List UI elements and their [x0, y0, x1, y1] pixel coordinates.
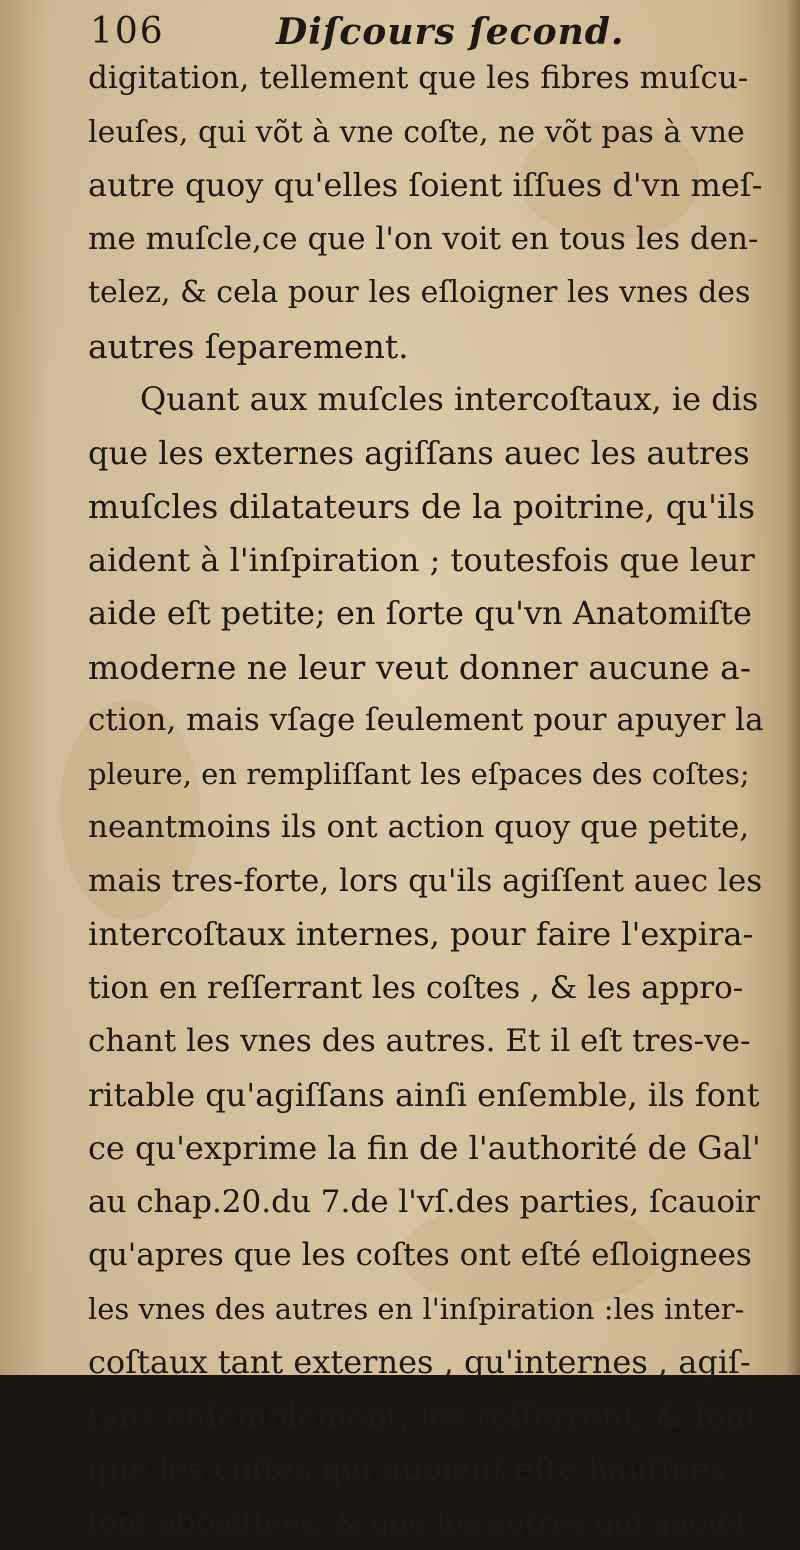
text-line: qu'apres que les coſtes ont eſté eſloignees [88, 1229, 764, 1283]
text-line: aident à l'inſpiration ; toutesfois que leur [88, 534, 764, 588]
text-line: telez, & cela pour les eſloigner les vnes des [88, 266, 764, 320]
text-line: chant les vnes des autres. Et il eſt tres-ve- [88, 1015, 764, 1069]
text-line: que les externes agiſſans auec les autres [88, 427, 764, 481]
body-text [88, 52, 764, 1550]
text-line: autre quoy qu'elles ſoient iſſues d'vn meſ- [88, 159, 764, 213]
text-line: au chap.20.du 7.de l'vſ.des parties, ſcauoir [88, 1176, 764, 1230]
text-line: Quant aux muſcles intercoſtaux, ie dis [88, 373, 764, 427]
text-line: leuſes, qui võt à vne coſte, ne võt pas à vne [88, 106, 764, 160]
text-line: muſcles dilatateurs de la poitrine, qu'ils [88, 480, 764, 534]
text-line: ce qu'exprime la fin de l'authorité de Gal' [88, 1122, 764, 1176]
text-line: ſans enſemblement, les reſſerrent, & font [88, 1390, 764, 1444]
text-line: autres ſeparement. [88, 320, 764, 374]
text-line: ction, mais vſage ſeulement pour apuyer la [88, 694, 764, 748]
text-line: intercoſtaux internes, pour faire l'expira- [88, 908, 764, 962]
text-line: tion en reſſerrant les coſtes , & les appro- [88, 962, 764, 1016]
text-line: coſtaux tant externes , qu'internes , agiſ- [88, 1336, 764, 1390]
text-line: pleure, en rempliſſant les eſpaces des coſtes; [88, 748, 764, 802]
text-line: neantmoins ils ont action quoy que petite, [88, 801, 764, 855]
text-line: digitation, tellement que les fibres muſcu- [88, 52, 764, 106]
text-line: ſont abbaiſſees, & que les autres qui auoiẽt [88, 1497, 764, 1550]
text-line: mais tres-forte, lors qu'ils agiſſent auec les [88, 855, 764, 909]
running-head: Diſcours ſecond. [276, 4, 624, 60]
text-line: moderne ne leur veut donner aucune a- [88, 641, 764, 695]
text-line: les vnes des autres en l'inſpiration :les inter- [88, 1283, 764, 1337]
text-line: me muſcle,ce que l'on voit en tous les den- [88, 213, 764, 267]
text-line: que les coſtes qui auoient eſté hauſſees , [88, 1443, 764, 1497]
page-number: 106 [90, 4, 165, 60]
text-line: ritable qu'agiſſans ainſi enſemble, ils font [88, 1069, 764, 1123]
text-line: aide eſt petite; en ſorte qu'vn Anatomiſte [88, 587, 764, 641]
